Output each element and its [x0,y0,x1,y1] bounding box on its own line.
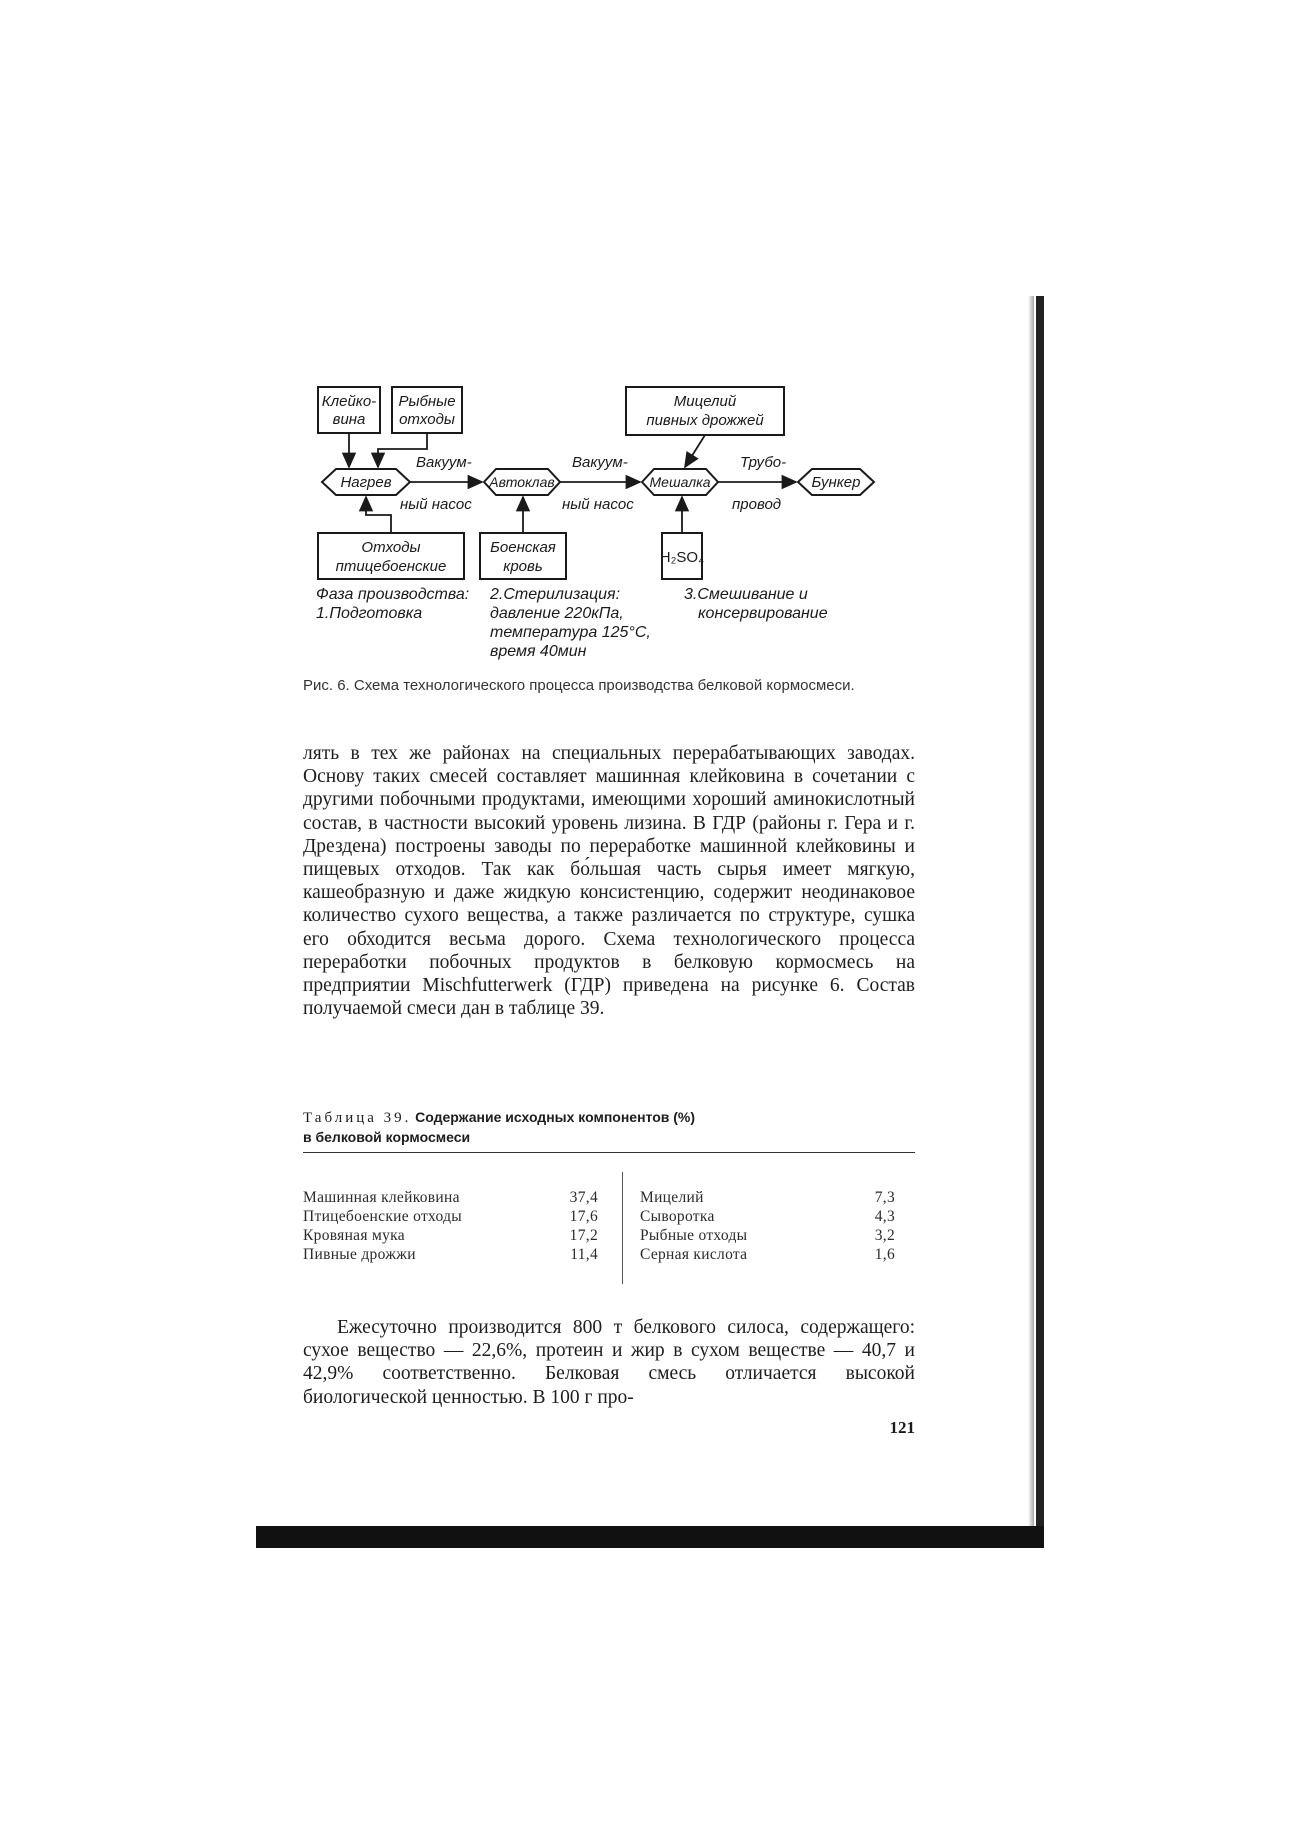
node-bunker [798,469,874,495]
table-row: Пивные дрожжи 11,4 [303,1246,598,1263]
svg-text:Автоклав: Автоклав [489,474,555,490]
svg-text:Рыбные: Рыбные [398,393,456,410]
box-boenskaya-krov [480,533,566,579]
svg-text:кровь: кровь [503,558,543,575]
table-column-divider [622,1172,623,1284]
box-kleykovina [318,387,380,433]
page-number: 121 [889,1418,915,1437]
svg-text:птицебоенские: птицебоенские [335,558,447,575]
svg-text:Клейко-: Клейко- [321,393,377,410]
table-row: Сыворотка 4,3 [640,1208,895,1225]
connectors [349,433,796,533]
table-row: Мицелий 7,3 [640,1189,895,1206]
svg-text:вина: вина [332,411,366,428]
edge-label-truboprovod-top: Трубо- [740,454,787,471]
node-nagrev [322,469,410,495]
svg-text:Нагрев: Нагрев [340,474,392,491]
edge-label-vakuum-2-top: Вакуум- [572,454,628,471]
svg-text:H₂SO₄: H₂SO₄ [659,549,705,566]
svg-text:отходы: отходы [399,411,455,428]
table-right-column [640,1188,895,1264]
table-row: Серная кислота 1,6 [640,1246,895,1263]
table-row: Машинная клейковина 37,4 [303,1189,598,1206]
edge-label-vakuum-1-top: Вакуум- [416,454,472,471]
edge-label-vakuum-2-bottom: ный насос [562,496,634,513]
body-paragraph-2: Ежесуточно производится 800 т белкового силоса, содержащего: сухое вещество — 22,6%, протеин и жир в сухом веществе — 40,7 и 42,9% соответственно. Белковая смесь отличается высокой биологической ценностью. В 100 г про- [303,1317,915,1408]
svg-text:пивных дрожжей: пивных дрожжей [646,412,764,429]
table-row: Птицебоенские отходы 17,6 [303,1208,598,1225]
node-meshalka [642,469,718,495]
svg-text:Боенская: Боенская [490,539,556,556]
phase-1-label: Фаза производства: 1.Подготовка [316,586,470,622]
node-avtoklav [484,469,560,495]
figure-caption: Рис. 6. Схема технологического процесса производства белковой кормосмеси. [303,677,855,694]
edge-label-vakuum-1-bottom: ный насос [400,496,472,513]
svg-text:Мицелий: Мицелий [673,393,737,410]
page-edge-right [1036,296,1044,1546]
table-top-rule [303,1152,915,1153]
table-caption: Таблица 39. Содержание исходных компонентов (%) в белковой кормосмеси [303,1109,696,1145]
box-rybnye-othody [392,387,462,433]
svg-text:Мешалка: Мешалка [649,474,711,490]
box-othody-pticeboenskie [318,533,464,579]
table-row: Кровяная мука 17,2 [303,1227,598,1244]
page-edge-bottom [256,1526,1044,1548]
body-paragraph-1: лять в тех же районах на специальных перерабатывающих заводах. Основу таких смесей составляет машинная клейковина в сочетании с другими побочными продуктами, имеющими хороший аминокислотный состав, в частности высокий уровень лизина. В ГДР (районы г. Гера и г. Дрездена) построены заводы по переработке машинной клейковины и пищевых отходов. Так как бо́льшая часть сырья имеет мягкую, кашеобразную и даже жидкую консистенцию, содержит неодинаковое количество сухого вещества, а также различается по структуре, сушка его обходится весьма дорого. Схема технологического процесса переработки побочных продуктов в белковую кормосмесь на предприятии Mischfutterwerk (ГДР) приведена на рисунке 6. Состав получаемой смеси дан в таблице 39. [303,743,915,1020]
phase-2-label: 2.Стерилизация: давление 220кПа, температура 125°С, время 40мин [490,586,651,660]
phase-3-label: 3.Смешивание и консервирование [684,586,828,622]
edge-label-truboprovod-bottom: провод [732,496,782,513]
box-h2so4 [660,533,704,579]
svg-text:Отходы: Отходы [361,539,421,556]
svg-text:Бункер: Бункер [811,474,861,491]
box-micelii [626,387,784,435]
table-left-column [303,1188,598,1264]
table-row: Рыбные отходы 3,2 [640,1227,895,1244]
page-edge-shadow [1028,296,1034,1546]
